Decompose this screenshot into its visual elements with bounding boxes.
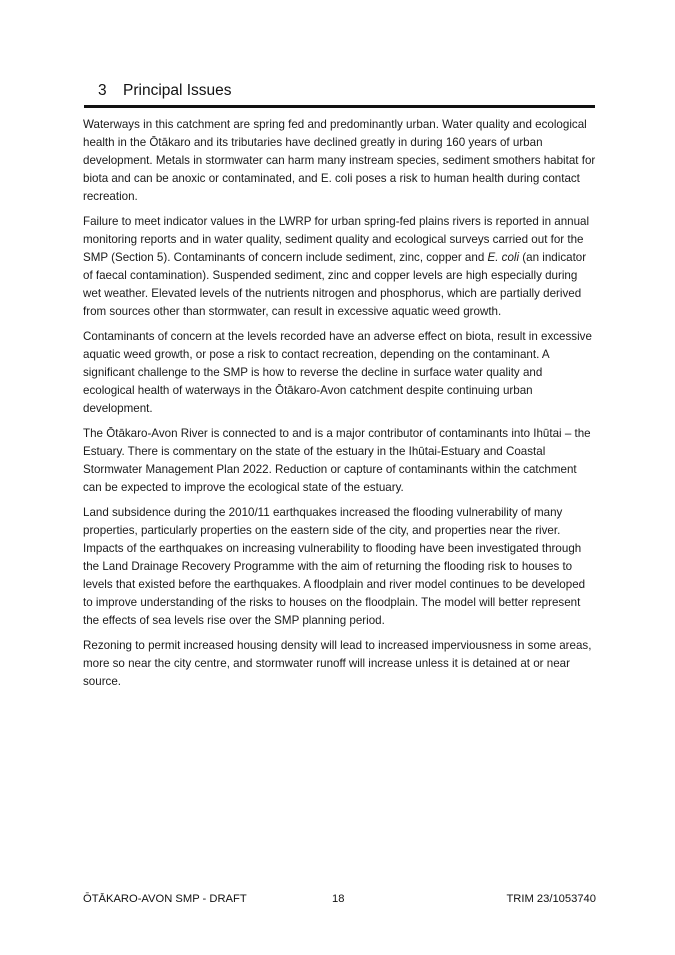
heading-underline [84,105,595,108]
paragraph-indicator-values [83,213,597,321]
section-title: Principal Issues [123,82,232,99]
footer-page-number: 18 [332,893,345,905]
footer-trim-reference: TRIM 23/1053740 [506,893,596,905]
paragraph-estuary: The Ōtākaro-Avon River is connected to and is a major contributor of contaminants into Ihūtai – the Estuary. There is commentary on the state of the estuary in the Ihūtai-Estuary and Coastal Stormwater Management Plan 2022. Reduction or capture of contaminants within the catchment can be expected to improve the ecological state of the estuary. [83,427,591,494]
body-text [83,116,597,698]
paragraph-indicator-values-part1: Failure to meet indicator values in the LWRP for urban spring-fed plains rivers is reported in annual monitoring reports and in water quality, sediment quality and ecological surveys carried out for the SMP (Section 5). Contaminants of concern include sediment, zinc, copper and [83,215,590,264]
paragraph-indicator-values-part2: (an indicator of faecal contamination). Suspended sediment, zinc and copper levels are high especially during wet weather. Elevated levels of the nutrients nitrogen and phosphorus, which are partially derived from sources other than stormwater, can result in excessive aquatic weed growth. [83,251,587,318]
paragraph-waterways: Waterways in this catchment are spring fed and predominantly urban. Water quality and ecological health in the Ōtākaro and its tributaries have declined greatly in during 160 years of urban development. Metals in stormwater can harm many instream species, sediment smothers habitat for biota and can be anoxic or contaminated, and E. coli poses a risk to human health during contact recreation. [83,118,596,203]
paragraph-contaminants: Contaminants of concern at the levels recorded have an adverse effect on biota, result in excessive aquatic weed growth, or pose a risk to contact recreation, depending on the contaminant. A significant challenge to the SMP is how to reverse the decline in surface water quality and ecological health of waterways in the Ōtākaro-Avon catchment despite continuing urban development. [83,330,592,415]
ecoli-italic: E. coli [487,251,520,264]
section-heading [98,82,232,100]
footer-document-title: ŌTĀKARO-AVON SMP - DRAFT [83,893,247,905]
page-footer [83,893,596,909]
section-number: 3 [98,82,107,99]
paragraph-rezoning: Rezoning to permit increased housing density will lead to increased imperviousness in some areas, more so near the city centre, and stormwater runoff will increase unless it is detained at or near source. [83,639,592,688]
paragraph-subsidence: Land subsidence during the 2010/11 earthquakes increased the flooding vulnerability of many properties, particularly properties on the eastern side of the city, and properties near the river. Impacts of the earthquakes on increasing vulnerability to flooding have been investigated through the Land Drainage Recovery Programme with the aim of returning the flooding risk to houses to levels that existed before the earthquakes. A floodplain and river model continues to be developed to improve understanding of the risks to houses on the floodplain. The model will better represent the effects of sea levels rise over the SMP planning period. [83,506,586,627]
